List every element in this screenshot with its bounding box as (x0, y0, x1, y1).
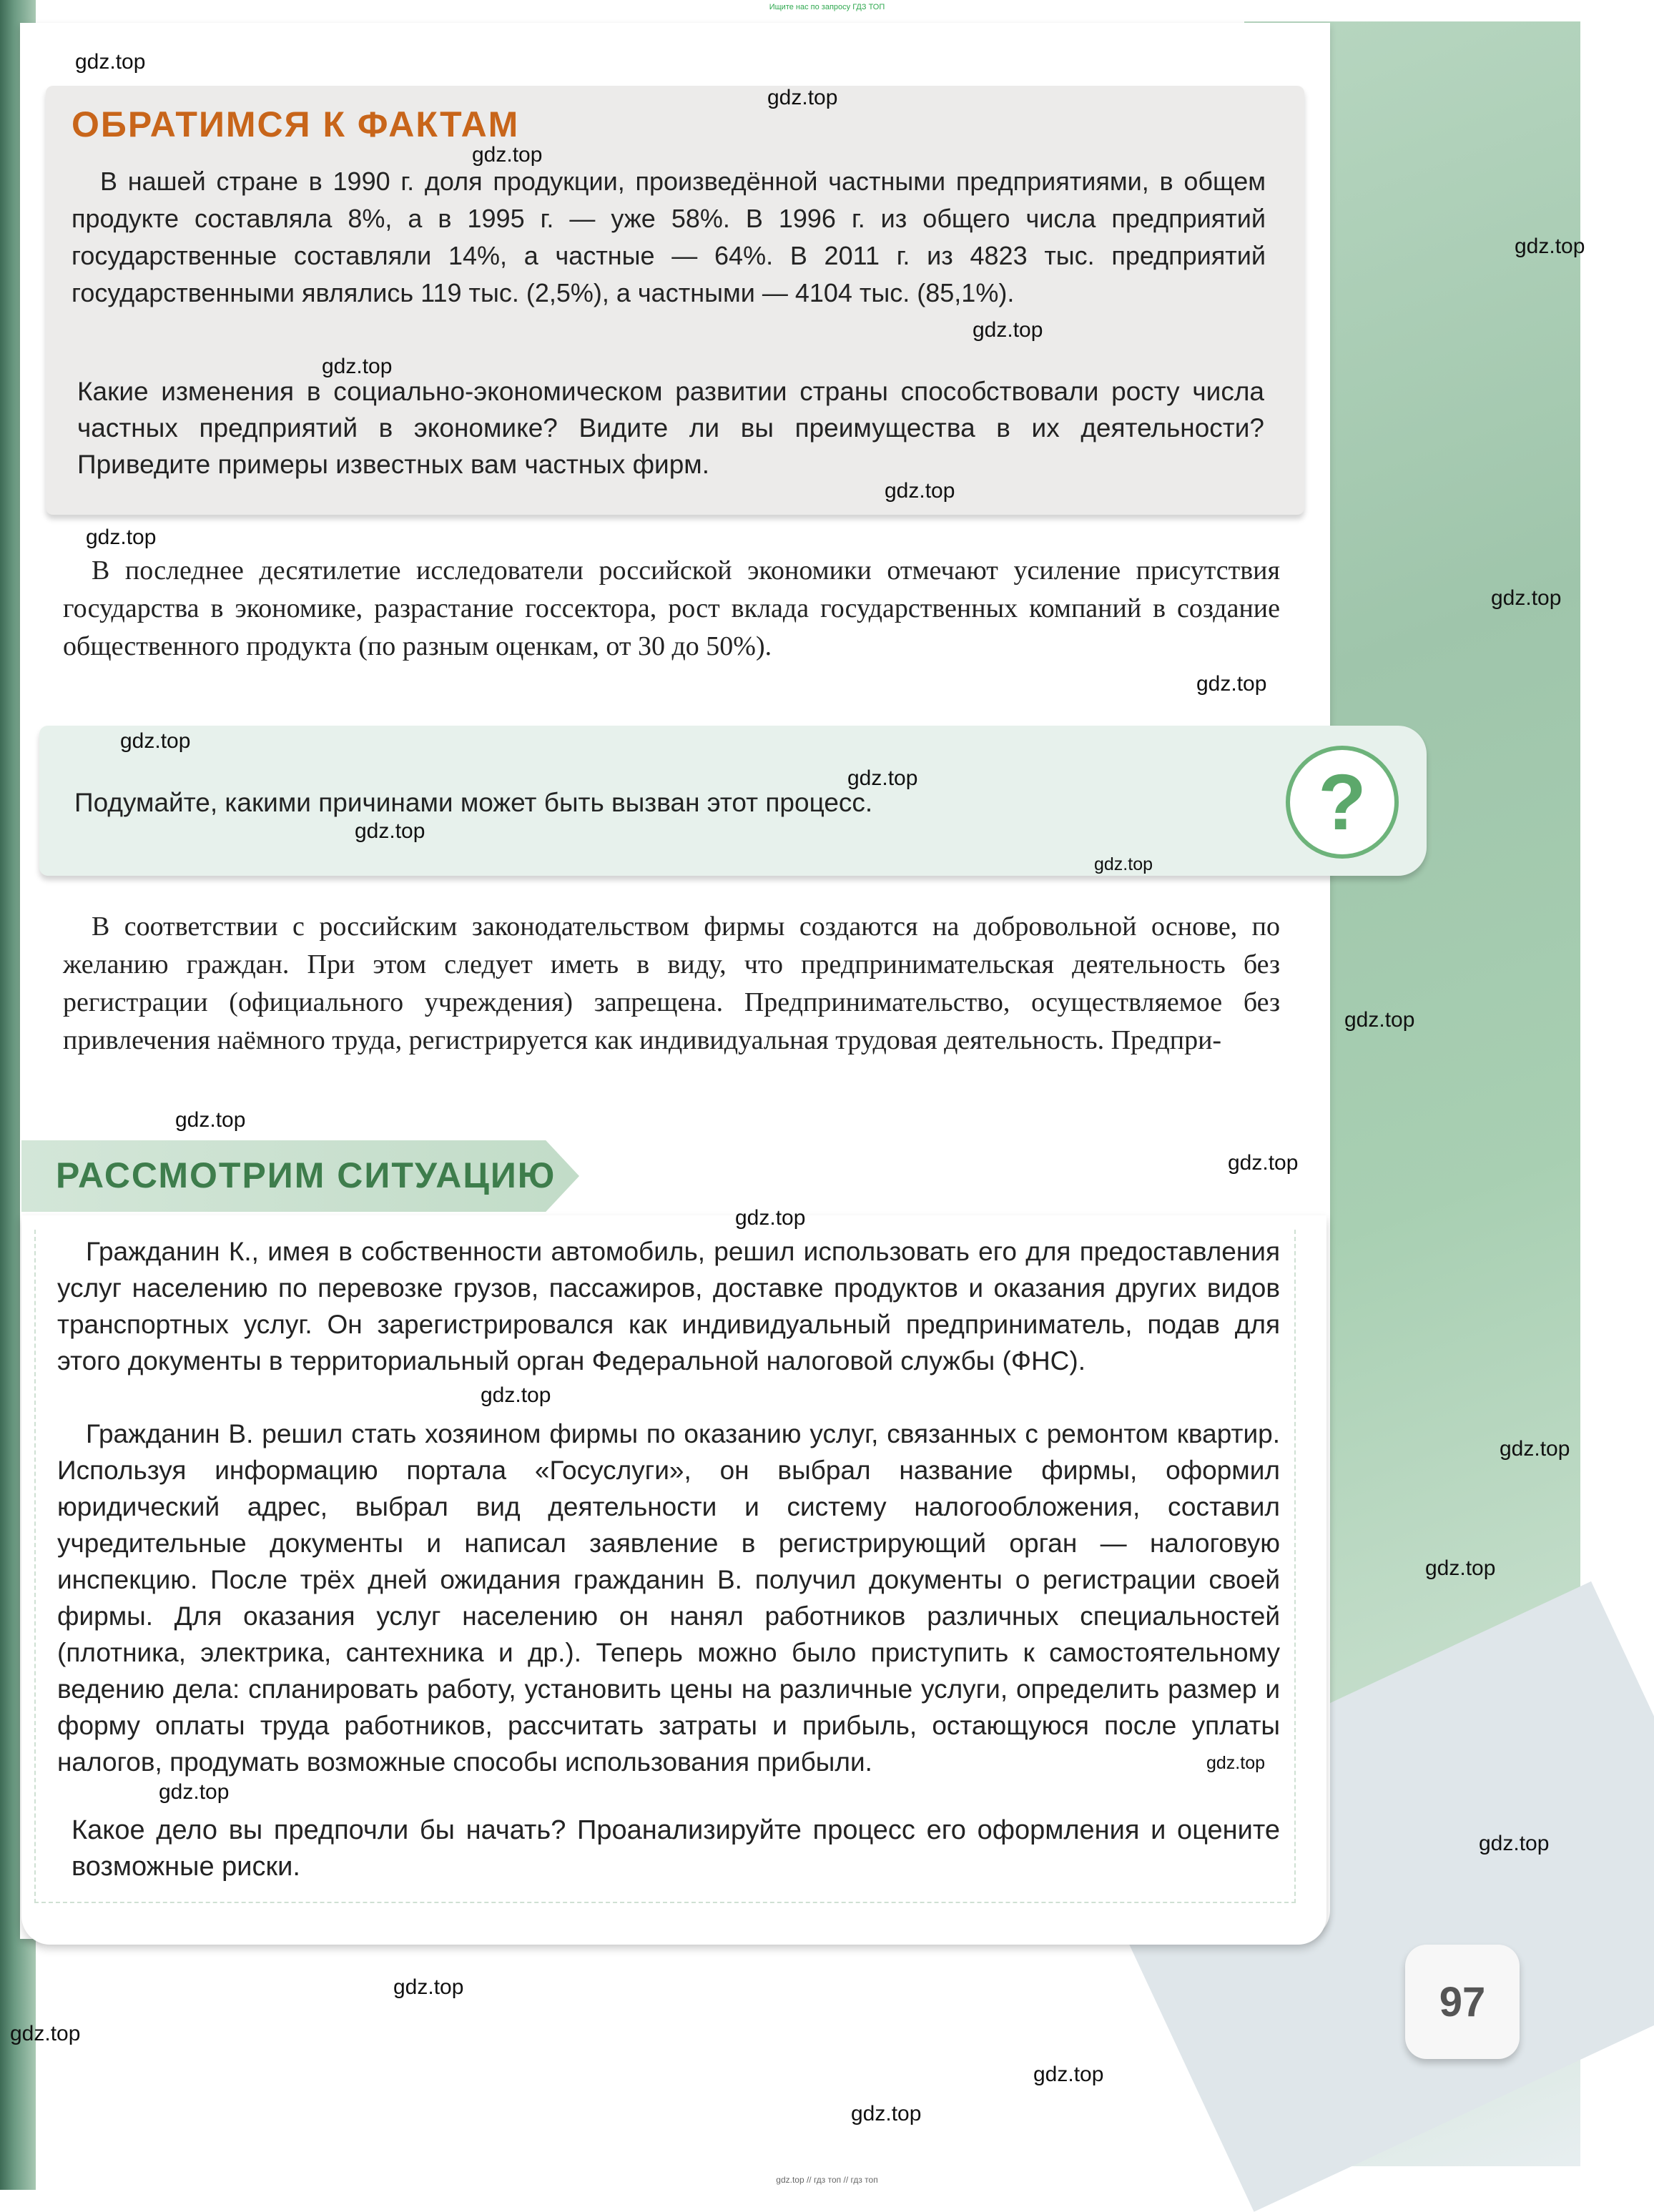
watermark: gdz.top (885, 479, 955, 503)
watermark: gdz.top (159, 1780, 230, 1804)
header-note: Ищите нас по запросу ГДЗ ТОП (769, 3, 885, 11)
body-paragraph-1 (63, 552, 1280, 666)
situation-paragraph-1-text: Гражданин К., имея в собственности автомобиль, решил использовать его для предоставления услуг населению по перевозке грузов, пассажиров, доставке продуктов и оказания других видов транспортных услуг. Он зарегистрировался как индивидуальный предприниматель, подав для этого документы в территориальный орган Федеральной налоговой службы (ФНС). (57, 1237, 1280, 1376)
watermark: gdz.top (1206, 1753, 1266, 1773)
watermark: gdz.top (1033, 2063, 1104, 2086)
watermark: gdz.top (472, 143, 543, 167)
watermark: gdz.top (75, 50, 146, 74)
situation-question-text: Какое дело вы предпочли бы начать? Проанализируйте процесс его оформления и оцените возможные риски. (72, 1815, 1280, 1882)
situation-paragraph-1 (57, 1233, 1280, 1379)
question-mark-icon: ? (1286, 746, 1399, 859)
watermark: gdz.top (973, 318, 1043, 342)
body-paragraph-2 (63, 908, 1280, 1060)
watermark: gdz.top (1196, 672, 1267, 696)
facts-paragraph (72, 163, 1266, 312)
facts-title: ОБРАТИМСЯ К ФАКТАМ (72, 104, 520, 144)
facts-question (77, 373, 1264, 483)
footer-note: gdz.top // гдз топ // гдз топ (776, 2175, 878, 2185)
watermark: gdz.top (735, 1206, 806, 1230)
facts-question-text: Какие изменения в социально-экономическом развитии страны способствовали росту числа частных предприятий в экономике? Видите ли вы преимущества в их деятельности? Приведите примеры известных вам частных фирм. (77, 377, 1264, 479)
watermark: gdz.top (86, 525, 157, 549)
body-paragraph-2-text: В соответствии с российским законодательством фирмы создаются на добровольной основе, по желанию граждан. При этом следует иметь в виду, что предпринимательская деятельность без регистрации (официального учреждения) запрещена. Предпринимательство, осуществляемое без привлечения наёмного труда, регистрируется как индивидуальная трудовая деятельность. Предпри- (63, 912, 1280, 1055)
watermark: gdz.top (322, 355, 393, 378)
watermark: gdz.top (355, 819, 425, 843)
situation-paragraph-2 (57, 1416, 1280, 1780)
watermark: gdz.top (767, 86, 838, 109)
watermark: gdz.top (10, 2022, 81, 2045)
situation-question (72, 1812, 1280, 1885)
situation-paragraph-2-text: Гражданин В. решил стать хозяином фирмы по оказанию услуг, связанных с ремонтом квартир. Используя информацию портала «Госуслуги», он выбрал название фирмы, оформил юридический адрес, выбрал вид деятельности и систему налогообложения, составил учредительные документы и написал заявление в регистрирующий орган — налоговую инспекцию. После трёх дней ожидания гражданин В. получил документы о регистрации своей фирмы. Для оказания услуг населению он нанял работников различных специальностей (плотника, электрика, сантехника и др.). Теперь можно было приступить к самостоятельному ведению дела: спланировать работу, установить цены на различные услуги, определить размер и форму оплаты труда работников, рассчитать затраты и прибыль, остающуюся после уплаты налогов, продумать возможные способы использования прибыли. (57, 1419, 1280, 1777)
watermark: gdz.top (1515, 234, 1585, 258)
watermark: gdz.top (851, 2102, 922, 2125)
watermark: gdz.top (1425, 1556, 1496, 1580)
think-text-content: Подумайте, какими причинами может быть вызван этот процесс. (74, 788, 873, 817)
watermark: gdz.top (1094, 854, 1153, 874)
body-paragraph-1-text: В последнее десятилетие исследователи российской экономики отмечают усиление присутствия государства в экономике, разрастание госсектора, рост вклада государственных компаний в создание общественного продукта (по разным оценкам, от 30 до 50%). (63, 556, 1280, 661)
watermark: gdz.top (393, 1975, 464, 1999)
watermark: gdz.top (1500, 1437, 1570, 1461)
facts-paragraph-text: В нашей стране в 1990 г. доля продукции, произведённой частными предприятиями, в общем продукте составляла 8%, а в 1995 г. — уже 58%. В 1996 г. из общего числа предприятий государственные составляли 14%, а частные — 64%. В 2011 г. из 4823 тыс. предприятий государственными являлись 119 тыс. (2,5%), а частными — 4104 тыс. (85,1%). (72, 167, 1266, 307)
watermark: gdz.top (1491, 586, 1562, 610)
watermark: gdz.top (1228, 1151, 1299, 1175)
think-text (74, 785, 1219, 821)
watermark: gdz.top (481, 1383, 551, 1407)
watermark: gdz.top (175, 1108, 246, 1132)
situation-title: РАССМОТРИМ СИТУАЦИЮ (56, 1155, 556, 1195)
watermark: gdz.top (847, 766, 918, 790)
page-number: 97 (1405, 1945, 1520, 2059)
watermark: gdz.top (120, 729, 191, 753)
watermark: gdz.top (1344, 1008, 1415, 1032)
watermark: gdz.top (1479, 1832, 1550, 1855)
